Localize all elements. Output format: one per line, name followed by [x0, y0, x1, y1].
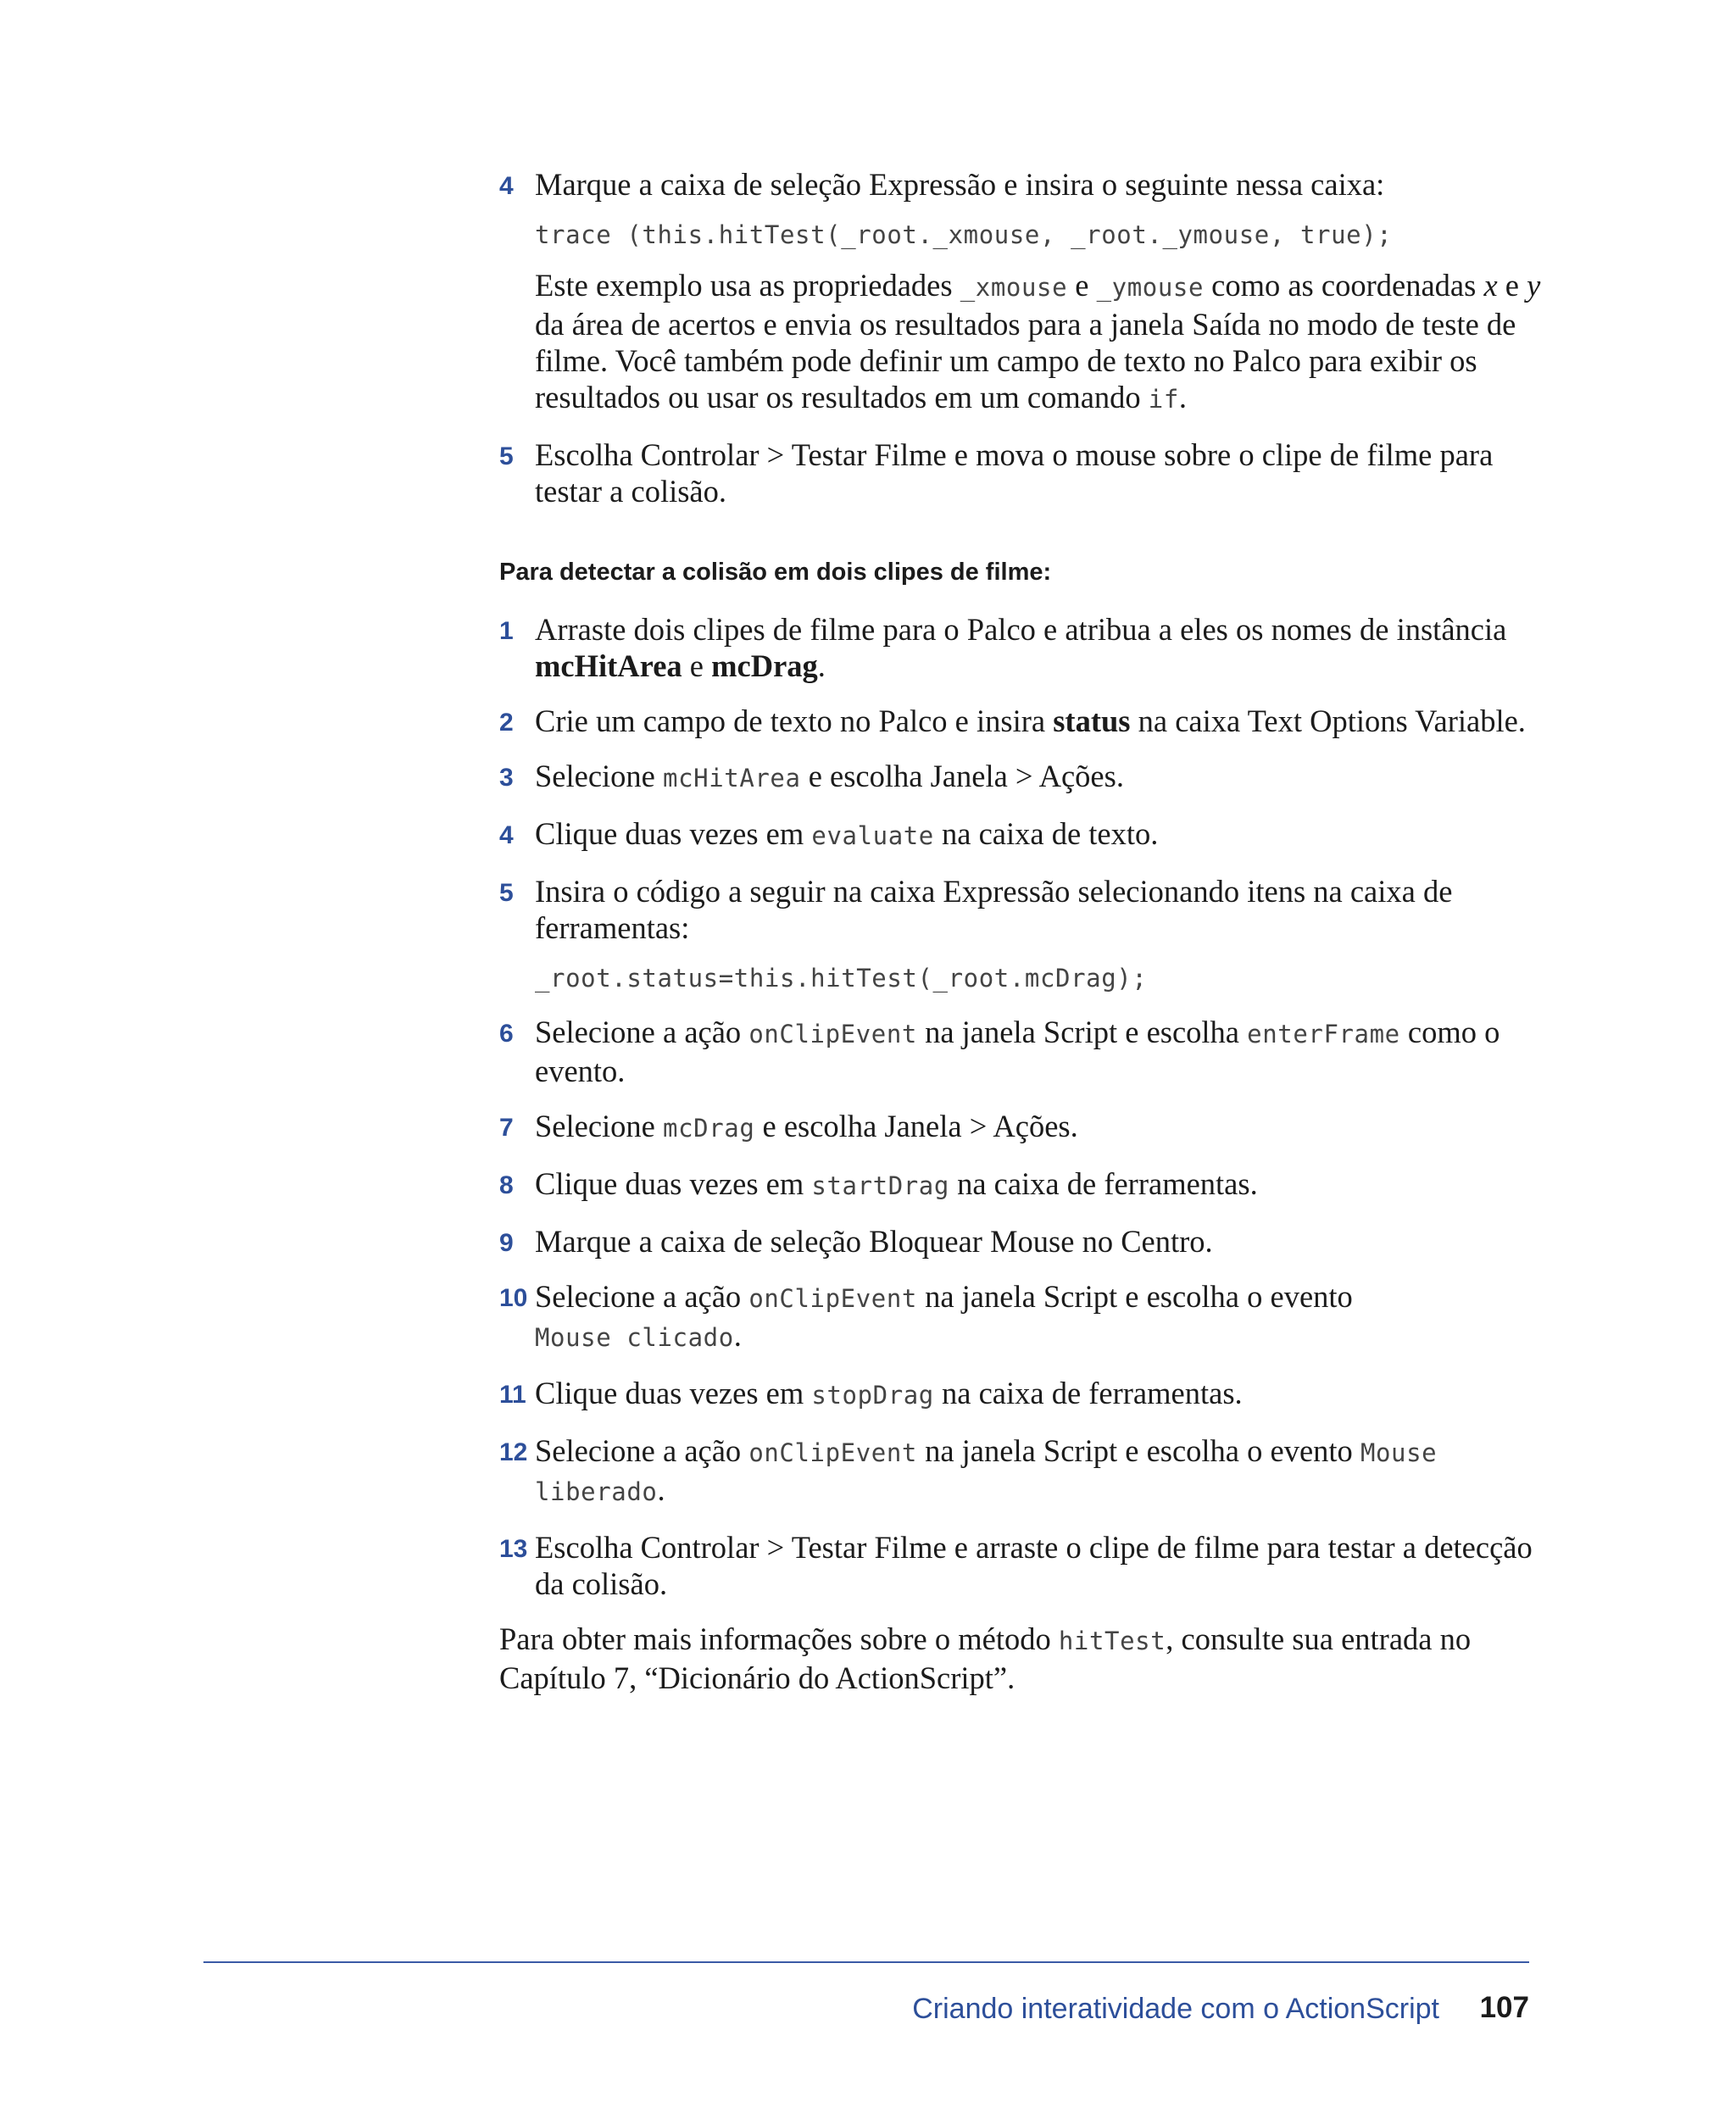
- step-number: 2: [499, 709, 514, 737]
- step-number: 5: [499, 879, 514, 907]
- footer-chapter-title: Criando interatividade com o ActionScript: [912, 1993, 1439, 2025]
- inline-code: stopDrag: [811, 1381, 934, 1410]
- step-number: 9: [499, 1229, 514, 1257]
- italic-var: y: [1527, 268, 1541, 303]
- intro-step-5: [499, 437, 1559, 509]
- inline-code: hitTest: [1058, 1627, 1166, 1655]
- intro-step-4: [499, 166, 1559, 418]
- bold-term: mcHitArea: [535, 648, 682, 683]
- step-text: Clique duas vezes em stopDrag na caixa de ferramentas.: [535, 1376, 1243, 1410]
- inline-code: Mouse clicado: [535, 1323, 734, 1352]
- step-number: 10: [499, 1284, 528, 1312]
- step-number: 8: [499, 1171, 514, 1199]
- inline-code: evaluate: [811, 821, 934, 850]
- inline-code: onClipEvent: [748, 1020, 917, 1048]
- step-2: [499, 703, 1559, 739]
- inline-code: _xmouse: [960, 273, 1068, 302]
- step-text: Escolha Controlar > Testar Filme e mova o mouse sobre o clipe de filme para testar a colisão.: [535, 437, 1494, 509]
- bold-term: status: [1053, 704, 1131, 738]
- step-number: 1: [499, 617, 514, 645]
- step-text: Marque a caixa de seleção Expressão e insira o seguinte nessa caixa:: [535, 167, 1385, 202]
- page-number: 107: [1479, 1991, 1529, 2024]
- step-11: [499, 1375, 1559, 1414]
- step-text: Selecione mcHitArea e escolha Janela > Ações.: [535, 759, 1124, 793]
- step-text: Selecione mcDrag e escolha Janela > Ações.: [535, 1109, 1078, 1143]
- inline-code: onClipEvent: [748, 1284, 917, 1313]
- step-number: 12: [499, 1438, 528, 1466]
- inline-code: mcHitArea: [663, 764, 801, 793]
- step-number: 5: [499, 442, 514, 470]
- step-12: [499, 1432, 1559, 1510]
- step-number: 3: [499, 764, 514, 792]
- bold-term: mcDrag: [711, 648, 818, 683]
- step-number: 7: [499, 1114, 514, 1142]
- step-text: Escolha Controlar > Testar Filme e arraste o clipe de filme para testar a detecção da colisão.: [535, 1530, 1533, 1601]
- step-5: [499, 873, 1559, 995]
- step-number: 4: [499, 172, 514, 200]
- step-1: [499, 611, 1559, 684]
- italic-var: x: [1483, 268, 1498, 303]
- inline-code: startDrag: [811, 1171, 949, 1200]
- step-10: [499, 1278, 1559, 1356]
- inline-code: _ymouse: [1096, 273, 1205, 302]
- step-number: 11: [499, 1381, 526, 1409]
- step-text: Marque a caixa de seleção Bloquear Mouse no Centro.: [535, 1224, 1213, 1259]
- step-text: Clique duas vezes em startDrag na caixa de ferramentas.: [535, 1166, 1258, 1201]
- step-7: [499, 1108, 1559, 1147]
- inline-code: mcDrag: [663, 1114, 755, 1143]
- inline-code: onClipEvent: [748, 1438, 917, 1467]
- step-text: Selecione a ação onClipEvent na janela Script e escolha o evento Mouse clicado.: [535, 1279, 1353, 1353]
- step-text: Arraste dois clipes de filme para o Palco e atribua a eles os nomes de instância mcHitArea e mcDrag.: [535, 612, 1507, 683]
- step-8: [499, 1165, 1559, 1204]
- code-line: _root.status=this.hitTest(_root.mcDrag);: [535, 964, 1148, 993]
- code-line: trace (this.hitTest(_root._xmouse, _root._ymouse, true);: [535, 220, 1393, 249]
- step-number: 4: [499, 821, 514, 849]
- step-number: 13: [499, 1535, 528, 1563]
- step-text: Clique duas vezes em evaluate na caixa de texto.: [535, 816, 1159, 851]
- inline-code: Mouse liberado: [535, 1438, 1438, 1506]
- inline-code: if: [1148, 385, 1179, 414]
- closing-paragraph: Para obter mais informações sobre o método hitTest, consulte sua entrada no Capítulo 7, “Dicionário do ActionScript”.: [499, 1621, 1472, 1695]
- step-text: Selecione a ação onClipEvent na janela Script e escolha o evento Mouse liberado.: [535, 1433, 1438, 1507]
- step-3: [499, 758, 1559, 797]
- step-6: [499, 1014, 1559, 1089]
- step-text: Insira o código a seguir na caixa Expressão selecionando itens na caixa de ferramentas:: [535, 874, 1453, 945]
- step-13: [499, 1529, 1559, 1602]
- step-text: Selecione a ação onClipEvent na janela Script e escolha enterFrame como o evento.: [535, 1015, 1500, 1088]
- step-text: Crie um campo de texto no Palco e insira status na caixa Text Options Variable.: [535, 704, 1526, 738]
- page-content: [499, 166, 1559, 1696]
- section-heading: Para detectar a colisão em dois clipes de filme:: [499, 559, 1052, 586]
- step-9: [499, 1223, 1559, 1260]
- step-4: [499, 815, 1559, 854]
- step-number: 6: [499, 1020, 514, 1048]
- explanation-paragraph: Este exemplo usa as propriedades _xmouse e _ymouse como as coordenadas x e y da área de acertos e envia os resultados para a janela Saída no modo de teste de filme. Você também pode definir um campo de texto no Palco para exibir os resultados ou usar os resultados em um comando if.: [535, 268, 1541, 414]
- inline-code: enterFrame: [1247, 1020, 1400, 1048]
- footer-rule: [203, 1961, 1529, 1963]
